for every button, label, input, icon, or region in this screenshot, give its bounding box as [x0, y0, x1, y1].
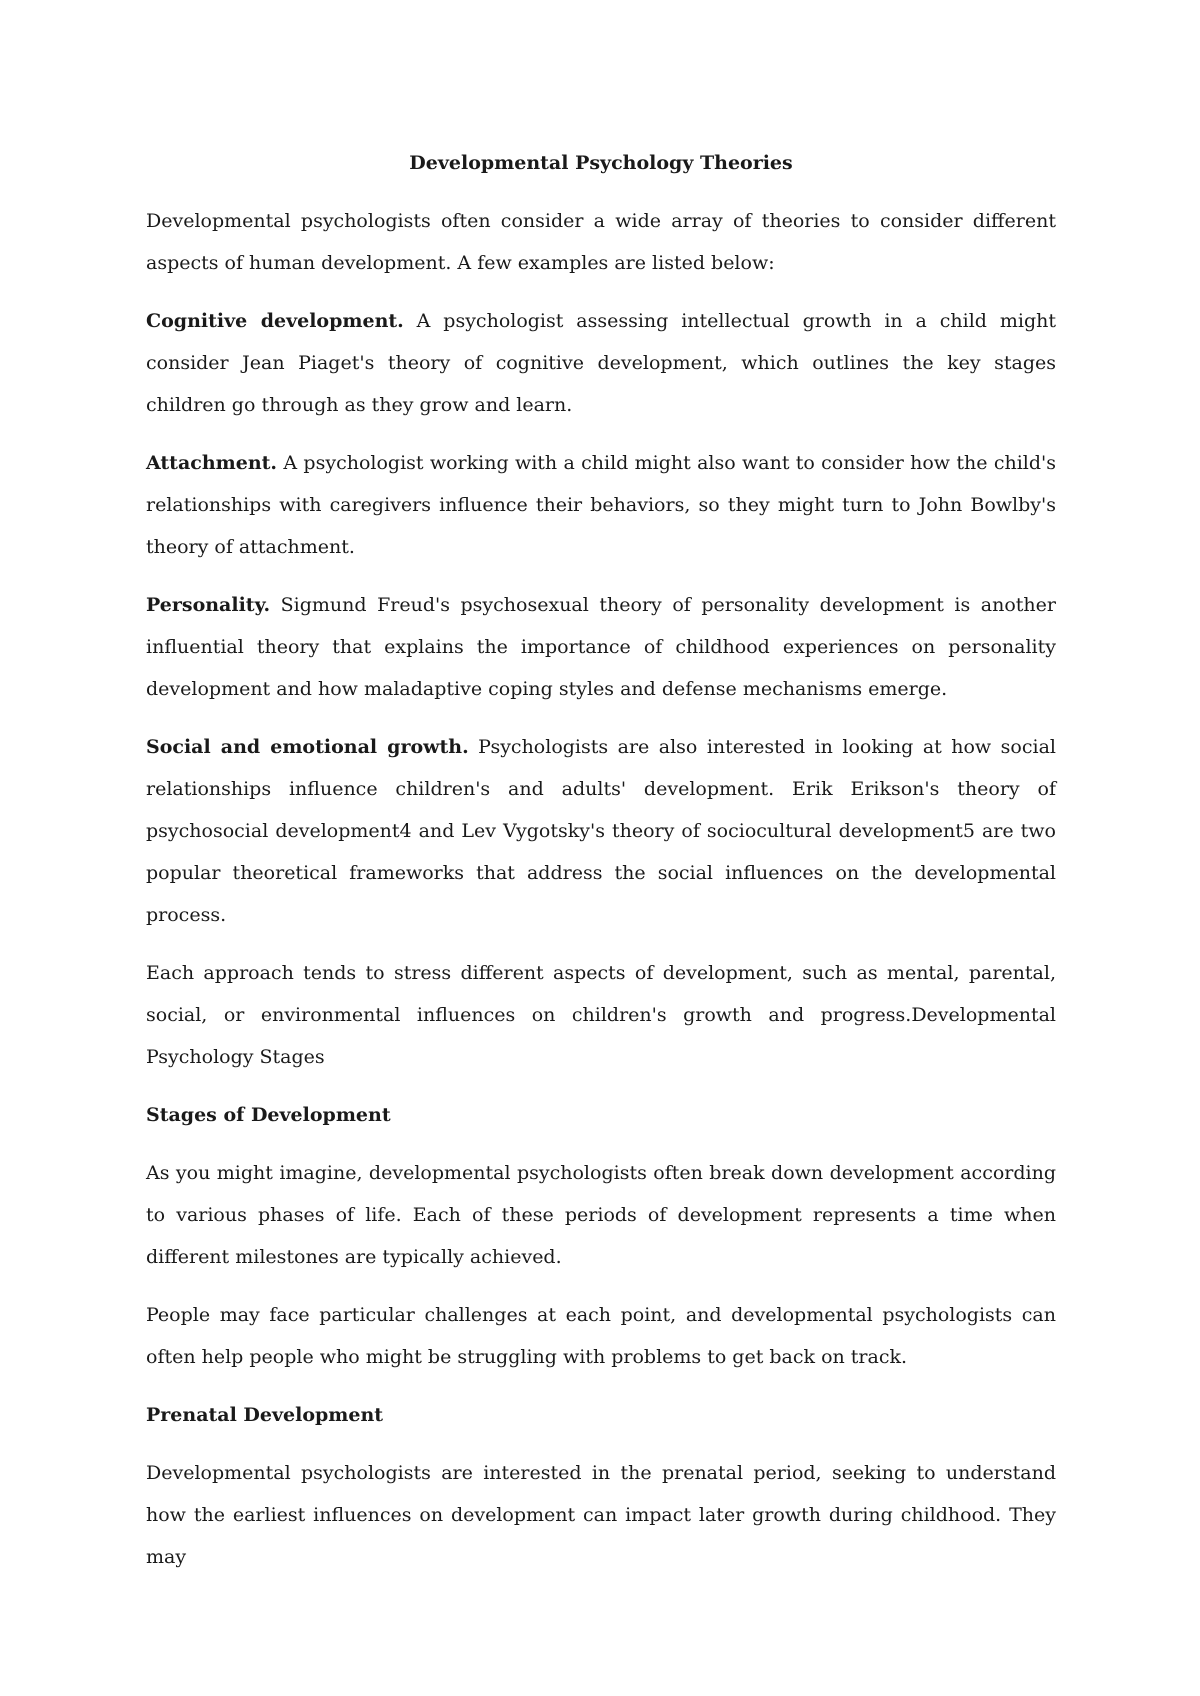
cognitive-text: A psychologist assessing intellectual growth in a child might consider Jean Piaget's theory of cognitive development, which outlines the key stages children go through as they grow and learn.: [146, 310, 1056, 416]
stages-heading: Stages of Development: [146, 1104, 391, 1126]
social-paragraph: [146, 726, 1056, 936]
document-title: Developmental Psychology Theories: [409, 152, 793, 174]
personality-paragraph: [146, 584, 1056, 710]
stages-paragraph-1: As you might imagine, developmental psychologists often break down development according to various phases of life. Each of these periods of development represents a time when different milestones are typically achieved.: [146, 1162, 1056, 1268]
personality-heading: Personality.: [146, 594, 271, 616]
intro-paragraph: Developmental psychologists often consider a wide array of theories to consider different aspects of human development. A few examples are listed below:: [146, 210, 1056, 274]
cognitive-heading: Cognitive development.: [146, 310, 404, 332]
attachment-paragraph: [146, 442, 1056, 568]
document-body: [146, 142, 1056, 1594]
prenatal-paragraph-1: Developmental psychologists are interested in the prenatal period, seeking to understand how the earliest influences on development can impact later growth during childhood. They may: [146, 1462, 1056, 1568]
attachment-heading: Attachment.: [146, 452, 278, 474]
cognitive-paragraph: [146, 300, 1056, 426]
each-approach-paragraph: Each approach tends to stress different aspects of development, such as mental, parental, social, or environmental influences on children's growth and progress.Developmental Psychology Stages: [146, 962, 1056, 1068]
social-heading: Social and emotional growth.: [146, 736, 469, 758]
social-text: Psychologists are also interested in looking at how social relationships influence children's and adults' development. Erik Erikson's theory of psychosocial development4 and Lev Vygotsky's theory of sociocultural development5 are two popular theoretical frameworks that address the social influences on the developmental process.: [146, 736, 1056, 926]
stages-paragraph-2: People may face particular challenges at each point, and developmental psychologists can often help people who might be struggling with problems to get back on track.: [146, 1304, 1056, 1368]
prenatal-heading: Prenatal Development: [146, 1404, 384, 1426]
attachment-text: A psychologist working with a child might also want to consider how the child's relationships with caregivers influence their behaviors, so they might turn to John Bowlby's theory of attachment.: [146, 452, 1056, 558]
personality-text: Sigmund Freud's psychosexual theory of personality development is another influential theory that explains the importance of childhood experiences on personality development and how maladaptive coping styles and defense mechanisms emerge.: [146, 594, 1056, 700]
